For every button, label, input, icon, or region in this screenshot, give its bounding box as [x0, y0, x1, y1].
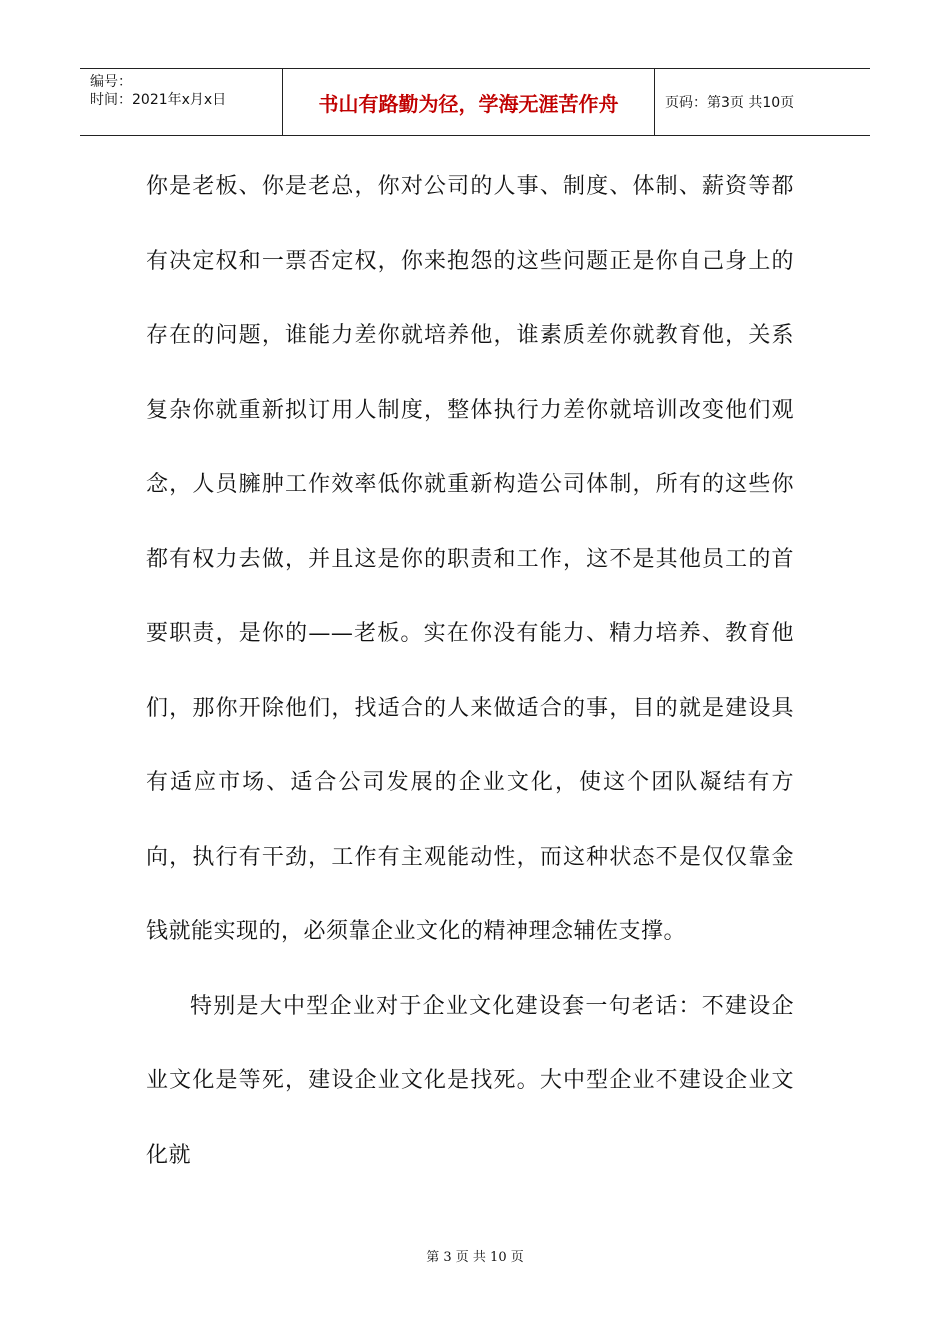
document-time-label: 时间：2021年x月x日 [90, 92, 227, 108]
body-paragraph-1: 你是老板、你是老总，你对公司的人事、制度、体制、薪资等都有决定权和一票否定权，你来抱怨的这些问题正是你自己身上的存在的问题，谁能力差你就培养他，谁素质差你就教育他，关系复杂你就重新拟订用人制度，整体执行力差你就培训改变他们观念，人员臃肿工作效率低你就重新构造公司体制，所有的这些你都有权力去做，并且这是你的职责和工作，这不是其他员工的首要职责，是你的——老板。实在你没有能力、精力培养、教育他们，那你开除他们，找适合的人来做适合的事，目的就是建设具有适应市场、适合公司发展的企业文化，使这个团队凝结有方向，执行有干劲，工作有主观能动性，而这种状态不是仅仅靠金钱就能实现的，必须靠企业文化的精神理念辅佐支撑。 [146, 174, 794, 944]
document-body [146, 150, 794, 1193]
header-motto: 书山有路勤为径，学海无涯苦作舟 [282, 69, 655, 135]
header-page-info: 页码：第3页 共10页 [665, 95, 795, 111]
document-number-label: 编号： [90, 74, 132, 90]
body-paragraph-2: 特别是大中型企业对于企业文化建设套一句老话：不建设企业文化是等死，建设企业文化是找死。大中型企业不建设企业文化就 [146, 993, 794, 1168]
page-footer: 第 3 页 共 10 页 [426, 1250, 524, 1265]
page-header [80, 68, 870, 136]
header-meta [80, 69, 282, 135]
